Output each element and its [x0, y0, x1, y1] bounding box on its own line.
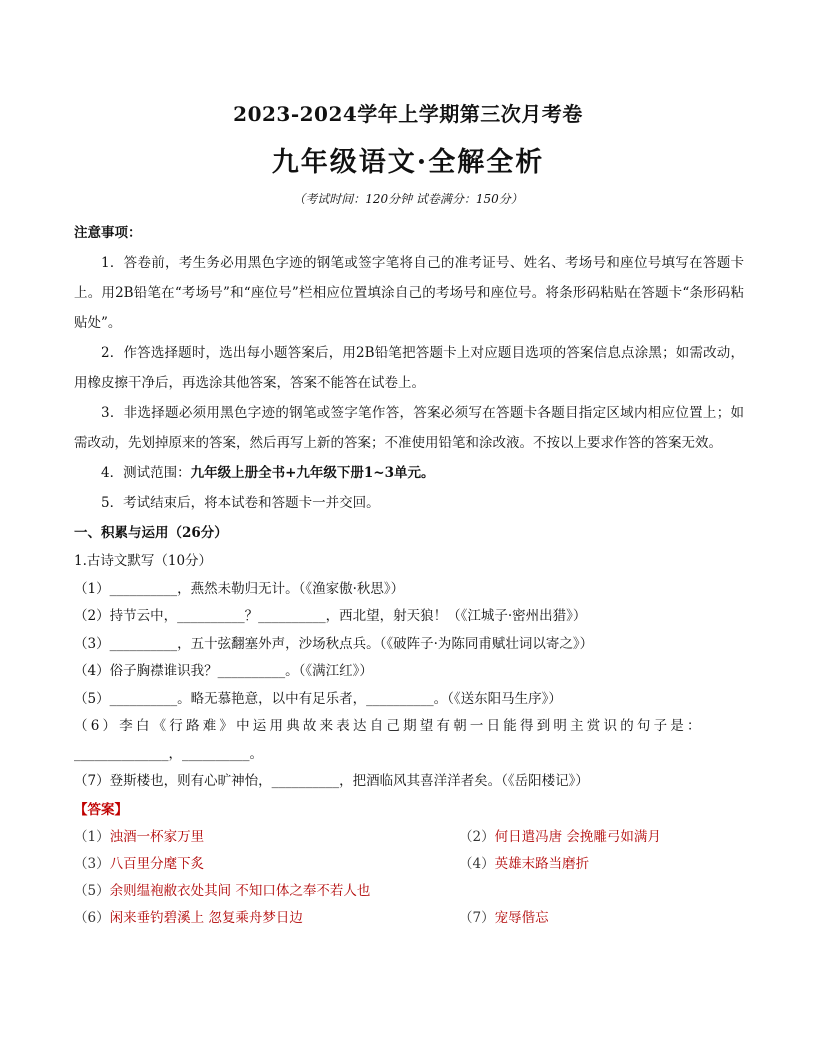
question-line-2: （2）持节云中，__________？__________，西北望，射天狼！（《江城子·密州出猎》）	[74, 608, 587, 624]
answer-item: （4）英雄末路当磨折	[459, 855, 590, 872]
notice-item-4-prefix: 4．测试范围：	[101, 465, 191, 481]
question-line-3: （3）__________，五十弦翻塞外声，沙场秋点兵。（《破阵子·为陈同甫赋壮词以寄之》）	[74, 635, 594, 652]
notice-item-3: 3．非选择题必须用黑色字迹的钢笔或签字笔作答，答案必须写在答题卡各题目指定区域内相应位置上；如需改动，先划掉原来的答案，然后再写上新的答案；不准使用铅笔和涂改液。不按以上要求作答的答案无效。	[74, 405, 744, 451]
answer-item: （1）浊酒一杯家万里	[74, 828, 205, 845]
answer-label: 【答案】	[74, 801, 128, 818]
notice-item-4	[74, 458, 744, 488]
question-line-5: （5）__________。略无慕艳意，以中有足乐者，__________。（《送东阳马生序》）	[74, 690, 562, 707]
exam-time-info: （考试时间：120分钟 试卷满分：150分）	[293, 192, 523, 206]
question-line-6-blanks: ______________，__________。	[74, 745, 263, 762]
answer-item-empty	[459, 878, 744, 905]
answer-item: （5）余则缊袍敝衣处其间 不知口体之奉不若人也	[74, 882, 371, 899]
exam-subject-title: 九年级语文·全解全析	[271, 147, 545, 178]
notice-heading: 注意事项：	[74, 225, 142, 241]
notice-item-1: 1．答卷前，考生务必用黑色字迹的钢笔或签字笔将自己的准考证号、姓名、考场号和座位号填写在答题卡上。用2B铅笔在“考场号”和“座位号”栏相应位置填涂自己的考场号和座位号。将条形码粘贴在答题卡“条形码粘贴处”。	[74, 255, 744, 331]
exam-title: 2023-2024学年上学期第三次月考卷	[233, 102, 583, 126]
question-1-title: 1.古诗文默写（10分）	[74, 553, 213, 569]
question-line-4: （4）俗子胸襟谁识我？__________。（《满江红》）	[74, 663, 373, 679]
document-body	[74, 218, 744, 932]
section-heading: 一、积累与运用（26分）	[74, 525, 228, 541]
question-line-6: （6）李白《行路难》中运用典故来表达自己期望有朝一日能得到明主赏识的句子是：	[74, 718, 704, 734]
question-line-7: （7）登斯楼也，则有心旷神怡，__________，把酒临风其喜洋洋者矣。（《岳阳楼记》）	[74, 773, 589, 789]
notice-item-5: 5．考试结束后，将本试卷和答题卡一并交回。	[101, 495, 380, 511]
answer-item: （7）宠辱偕忘	[459, 909, 549, 926]
notice-item-4-scope: 九年级上册全书+九年级下册1~3单元。	[190, 465, 435, 481]
answer-item: （2）何日遣冯唐 会挽雕弓如满月	[459, 828, 661, 845]
answer-list	[74, 824, 744, 932]
answer-item: （3）八百里分麾下炙	[74, 855, 205, 872]
notice-item-2: 2．作答选择题时，选出每小题答案后，用2B铅笔把答题卡上对应题目选项的答案信息点涂黑；如需改动，用橡皮擦干净后，再选涂其他答案，答案不能答在试卷上。	[74, 345, 744, 391]
answer-item: （6）闲来垂钓碧溪上 忽复乘舟梦日边	[74, 909, 303, 926]
question-line-1: （1）__________，燕然未勒归无计。（《渔家傲·秋思》）	[74, 580, 405, 597]
